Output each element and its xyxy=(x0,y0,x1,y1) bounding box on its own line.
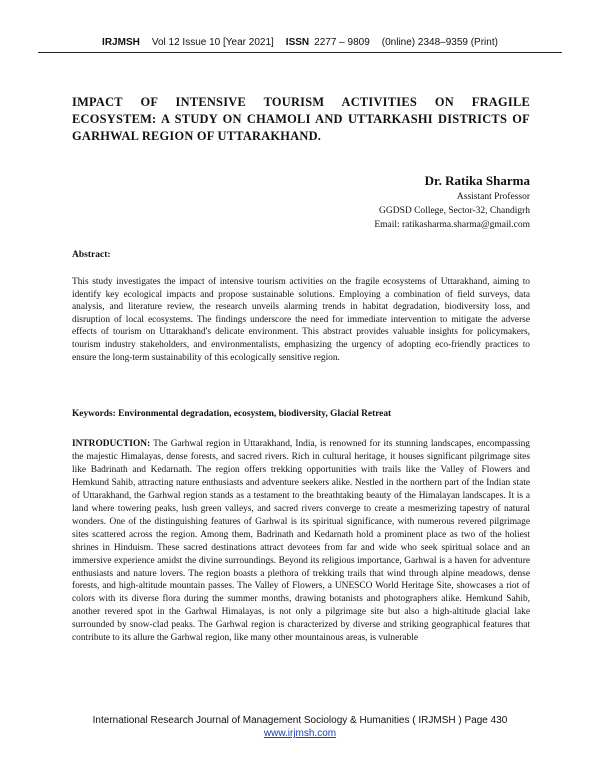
introduction-text: The Garhwal region in Uttarakhand, India, is renowned for its stunning landscapes, encompassing the majestic Himalayas, dense forests, and sacred rivers. Rich in cultural heritage, it houses significant pilgrimage sites like Badrinath and Kedarnath. The region offers trekking opportunities with trails like the Valley of Flowers and Hemkund Sahib, attracting nature enthusiasts and adventure seekers alike. Nestled in the northern part of the Indian state of Uttarakhand, the Garhwal region stands as a testament to the breathtaking beauty of the Himalayan landscapes. It is a land where towering peaks, lush green valleys, and sacred rivers converge to create a mesmerizing tapestry of natural wonders. One of the distinguishing features of Garhwal is its spiritual significance, with numerous revered pilgrimage sites scattered across the region. Among them, Badrinath and Kedarnath hold a prominent place as two of the holiest shrines in Hinduism. These sacred destinations attract devotees from far and wide who seek spiritual solace and an immersive experience amidst the divine surroundings. Beyond its religious importance, Garhwal is a haven for adventure enthusiasts and nature lovers. The region boasts a plethora of trekking trails that wind through alpine meadows, dense forests, and high-altitude mountain passes. The Valley of Flowers, a UNESCO World Heritage Site, showcases a riot of colors with its diverse flora during the summer months, drawing botanists and photographers alike. Hemkund Sahib, another revered spot in the Garhwal Himalayas, is not only a pilgrimage site but also a high-altitude glacial lake surrounded by snow-clad peaks. The Garhwal region is characterized by diverse and striking geographical features that contribute to its allure the Garhwal region, like many other mountainous areas, is vulnerable xyxy=(72,439,530,644)
page-footer xyxy=(40,714,560,740)
author-email: Email: ratikasharma.sharma@gmail.com xyxy=(374,220,530,230)
issn-label: ISSN xyxy=(285,37,310,48)
abstract-heading: Abstract: xyxy=(72,250,111,260)
page-number: Page 430 xyxy=(464,715,508,726)
author-position: Assistant Professor xyxy=(456,192,530,202)
issn-value: 2277 – 9809 xyxy=(314,37,370,48)
author-affiliation: GGDSD College, Sector-32, Chandigrh xyxy=(379,206,530,216)
keywords: Keywords: Environmental degradation, ecosystem, biodiversity, Glacial Retreat xyxy=(72,409,392,419)
running-header xyxy=(40,37,560,48)
issn-online: (0nline) 2348–9359 (Print) xyxy=(381,37,498,48)
author-block xyxy=(230,172,530,232)
website-link[interactable]: www.irjmsh.com xyxy=(263,728,337,739)
footer-journal-name: International Research Journal of Management Sociology & Humanities ( IRJMSH ) xyxy=(92,715,462,726)
abstract-text: This study investigates the impact of intensive tourism activities on the fragile ecosystems of Uttarakhand, aiming to identify key ecological impacts and propose sustainable solutions. Employing a combination of field surveys, data analysis, and literature review, the research unveils alarming trends in habitat degradation, biodiversity loss, and disruption of local ecosystems. The findings underscore the need for immediate intervention to mitigate the adverse effects of tourism on Uttarakhand's delicate environment. This abstract provides valuable insights for policymakers, tourism industry stakeholders, and environmentalists, emphasizing the urgency of adopting eco-friendly practices to ensure the long-term sustainability of this ecologically sensitive region. xyxy=(72,277,530,363)
volume-issue: Vol 12 Issue 10 [Year 2021] xyxy=(151,37,274,48)
journal-abbrev: IRJMSH xyxy=(102,37,140,48)
header-rule xyxy=(38,52,562,53)
introduction-label: INTRODUCTION: xyxy=(72,439,151,449)
introduction-paragraph xyxy=(72,438,530,645)
author-name: Dr. Ratika Sharma xyxy=(424,173,530,188)
paper-title: IMPACT OF INTENSIVE TOURISM ACTIVITIES ON FRAGILE ECOSYSTEM: A STUDY ON CHAMOLI AND UTTARKASHI DISTRICTS OF GARHWAL REGION OF UTTARAKHAND. xyxy=(72,95,530,143)
